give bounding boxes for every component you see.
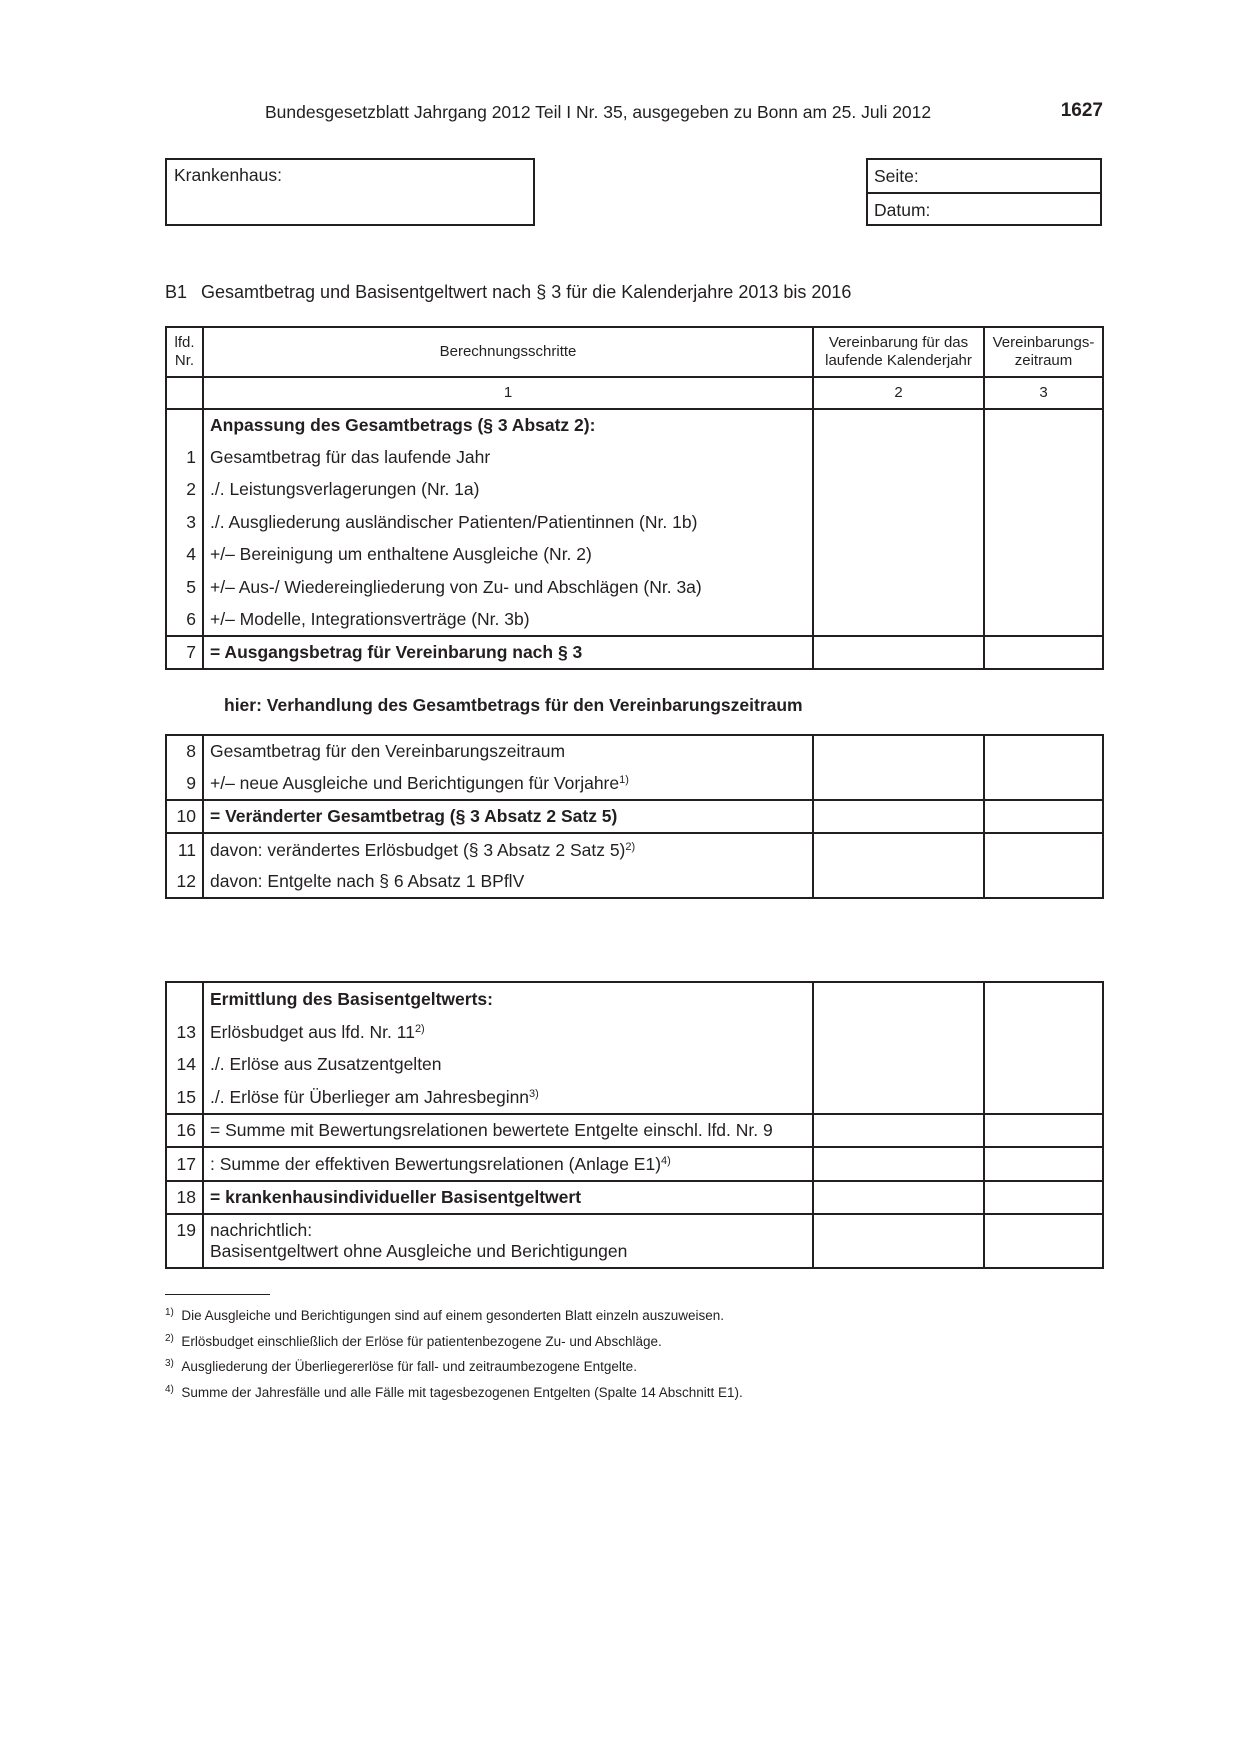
value-cell-col3[interactable] (984, 474, 1103, 507)
value-cell-col2[interactable] (813, 982, 984, 1016)
table-row (166, 1114, 1103, 1147)
row-label: Gesamtbetrag für den Vereinbarungszeitraum (203, 735, 813, 767)
table-row (166, 539, 1103, 572)
row-label (203, 833, 813, 866)
row-label-text: davon: verändertes Erlösbudget (§ 3 Absatz 2 Satz 5) (210, 839, 626, 860)
row-label: +/– Modelle, Integrationsverträge (Nr. 3b) (203, 604, 813, 637)
table-row (166, 636, 1103, 669)
row-number: 4 (166, 539, 203, 572)
subheading: hier: Verhandlung des Gesamtbetrags für den Vereinbarungszeitraum (224, 695, 803, 715)
table-row (166, 441, 1103, 474)
value-cell-col2[interactable] (813, 539, 984, 572)
value-cell-col3[interactable] (984, 1081, 1103, 1114)
col-number-3: 3 (984, 377, 1103, 409)
table-row (166, 735, 1103, 767)
value-cell-col3[interactable] (984, 767, 1103, 800)
row-label: ./. Leistungsverlagerungen (Nr. 1a) (203, 474, 813, 507)
table-row (166, 833, 1103, 866)
value-cell-col3[interactable] (984, 735, 1103, 767)
row-number (166, 409, 203, 441)
footnote-ref: 2) (625, 840, 636, 853)
value-cell-col2[interactable] (813, 441, 984, 474)
section-code: B1 (165, 282, 188, 302)
table-row (166, 1048, 1103, 1081)
date-field[interactable] (868, 194, 1100, 226)
footnote-mark: 2) (165, 1332, 174, 1344)
value-cell-col2[interactable] (813, 636, 984, 669)
row-number: 7 (166, 636, 203, 669)
value-cell-col3[interactable] (984, 866, 1103, 898)
footnote-mark: 3) (165, 1358, 174, 1369)
footnote (165, 1300, 743, 1326)
row-number: 2 (166, 474, 203, 507)
value-cell-col2[interactable] (813, 506, 984, 539)
table-row (166, 571, 1103, 604)
footnote-ref: 4) (661, 1154, 671, 1167)
table-row (166, 1147, 1103, 1181)
row-label: +/– Bereinigung um enthaltene Ausgleiche (Nr. 2) (203, 539, 813, 572)
table-header-row (166, 327, 1103, 377)
value-cell-col2[interactable] (813, 571, 984, 604)
table-heading: Anpassung des Gesamtbetrags (§ 3 Absatz 2): (203, 409, 813, 441)
row-label: = krankenhausindividueller Basisentgeltwert (203, 1181, 813, 1214)
value-cell-col3[interactable] (984, 1214, 1103, 1268)
table-negotiation (165, 734, 1104, 899)
footnote-ref: 1) (619, 773, 629, 786)
table-adjustment (165, 326, 1104, 670)
footnote (165, 1326, 743, 1352)
row-label (203, 1214, 813, 1268)
row-number: 19 (166, 1214, 203, 1268)
table-row (166, 866, 1103, 898)
value-cell-col2[interactable] (813, 474, 984, 507)
value-cell-col3[interactable] (984, 800, 1103, 833)
value-cell-col2[interactable] (813, 767, 984, 800)
section-title-text: Gesamtbetrag und Basisentgeltwert nach § 3 für die Kalenderjahre 2013 bis 2016 (201, 282, 852, 302)
footnote (165, 1377, 743, 1403)
value-cell-col3[interactable] (984, 1147, 1103, 1181)
value-cell-col2[interactable] (813, 1114, 984, 1147)
row-number: 14 (166, 1048, 203, 1081)
footnotes (165, 1300, 743, 1402)
table-heading: Ermittlung des Basisentgeltwerts: (203, 982, 813, 1016)
row-number: 1 (166, 441, 203, 474)
value-cell-col2[interactable] (813, 1048, 984, 1081)
value-cell-col2[interactable] (813, 866, 984, 898)
row-label: = Ausgangsbetrag für Vereinbarung nach § 3 (203, 636, 813, 669)
row-label: = Summe mit Bewertungsrelationen bewertete Entgelte einschl. lfd. Nr. 9 (203, 1114, 813, 1147)
col-number-2: 2 (813, 377, 984, 409)
row-label: = Veränderter Gesamtbetrag (§ 3 Absatz 2 Satz 5) (203, 800, 813, 833)
value-cell-col2[interactable] (813, 800, 984, 833)
row-number: 10 (166, 800, 203, 833)
value-cell-col3[interactable] (984, 571, 1103, 604)
section-title (165, 282, 851, 303)
table-row (166, 604, 1103, 637)
table-row (166, 1181, 1103, 1214)
page-date-box (866, 158, 1102, 226)
table-row (166, 1214, 1103, 1268)
page-number: 1627 (1060, 100, 1103, 121)
row-number: 12 (166, 866, 203, 898)
row-label-text: Erlösbudget aus lfd. Nr. 11 (210, 1021, 415, 1042)
footnote-text: Erlösbudget einschließlich der Erlöse für patientenbezogene Zu- und Abschläge. (181, 1333, 662, 1349)
row-label-text: +/– neue Ausgleiche und Berichtigungen für Vorjahre (210, 772, 620, 793)
value-cell-col3[interactable] (984, 1114, 1103, 1147)
value-cell-col2[interactable] (813, 833, 984, 866)
row-label-text: ./. Erlöse für Überlieger am Jahresbeginn (210, 1086, 530, 1107)
row-label-line2: Basisentgeltwert ohne Ausgleiche und Berichtigungen (210, 1241, 628, 1261)
value-cell-col2[interactable] (813, 1081, 984, 1114)
row-number: 15 (166, 1081, 203, 1114)
hospital-field[interactable] (165, 158, 535, 226)
value-cell-col3[interactable] (984, 441, 1103, 474)
row-label: +/– Aus-/ Wiedereingliederung von Zu- und Abschlägen (Nr. 3a) (203, 571, 813, 604)
value-cell-col2[interactable] (813, 604, 984, 637)
page-label: Seite: (874, 166, 919, 186)
row-label-line1: nachrichtlich: (210, 1220, 313, 1240)
col-number-1: 1 (203, 377, 813, 409)
table-row (166, 474, 1103, 507)
value-cell-col3[interactable] (984, 409, 1103, 441)
col-header-current-year: Vereinbarung für das laufende Kalenderjahr (813, 327, 984, 377)
value-cell-col2[interactable] (813, 1181, 984, 1214)
footnote-rule (165, 1294, 270, 1295)
value-cell-col3[interactable] (984, 604, 1103, 637)
row-label (203, 1147, 813, 1181)
value-cell-col3[interactable] (984, 1048, 1103, 1081)
table-row (166, 767, 1103, 800)
value-cell-col2[interactable] (813, 1147, 984, 1181)
row-label (203, 1081, 813, 1114)
row-number: 16 (166, 1114, 203, 1147)
table-row (166, 800, 1103, 833)
col-header-lfd-nr: lfd. Nr. (166, 327, 203, 377)
table-base-rate (165, 981, 1104, 1269)
row-number: 9 (166, 767, 203, 800)
value-cell-col2[interactable] (813, 1016, 984, 1048)
column-number-row (166, 377, 1103, 409)
value-cell-col2[interactable] (813, 409, 984, 441)
hospital-label: Krankenhaus: (174, 165, 282, 185)
row-label: davon: Entgelte nach § 6 Absatz 1 BPflV (203, 866, 813, 898)
value-cell-col3[interactable] (984, 539, 1103, 572)
footnote-mark: 4) (165, 1383, 174, 1395)
row-number: 6 (166, 604, 203, 637)
footnote (165, 1351, 743, 1377)
footnote-ref: 3) (529, 1087, 539, 1100)
value-cell-col3[interactable] (984, 982, 1103, 1016)
row-number (166, 982, 203, 1016)
table-heading-row (166, 982, 1103, 1016)
value-cell-col3[interactable] (984, 506, 1103, 539)
col-header-steps: Berechnungsschritte (203, 327, 813, 377)
footnote-ref: 2) (414, 1022, 425, 1035)
page-field[interactable] (868, 160, 1100, 194)
row-number: 5 (166, 571, 203, 604)
row-label: ./. Ausgliederung ausländischer Patienten/Patientinnen (Nr. 1b) (203, 506, 813, 539)
footnote-text: Die Ausgleiche und Berichtigungen sind auf einem gesonderten Blatt einzeln auszuweisen. (181, 1308, 725, 1323)
date-label: Datum: (874, 200, 931, 220)
value-cell-col3[interactable] (984, 1181, 1103, 1214)
table-row (166, 1016, 1103, 1048)
col-number-empty (166, 377, 203, 409)
row-label: Gesamtbetrag für das laufende Jahr (203, 441, 813, 474)
footnote-text: Ausgliederung der Überliegererlöse für fall- und zeitraumbezogene Entgelte. (181, 1359, 637, 1374)
table-row (166, 1081, 1103, 1114)
value-cell-col2[interactable] (813, 1214, 984, 1268)
row-number: 18 (166, 1181, 203, 1214)
value-cell-col2[interactable] (813, 735, 984, 767)
row-number: 3 (166, 506, 203, 539)
col-header-period: Vereinbarungs- zeitraum (984, 327, 1103, 377)
row-label: ./. Erlöse aus Zusatzentgelten (203, 1048, 813, 1081)
value-cell-col3[interactable] (984, 636, 1103, 669)
row-number: 11 (166, 833, 203, 866)
value-cell-col3[interactable] (984, 1016, 1103, 1048)
row-number: 17 (166, 1147, 203, 1181)
running-head: Bundesgesetzblatt Jahrgang 2012 Teil I Nr. 35, ausgegeben zu Bonn am 25. Juli 2012 (265, 102, 932, 122)
footnote-text: Summe der Jahresfälle und alle Fälle mit tagesbezogenen Entgelten (Spalte 14 Abschnitt E1). (181, 1384, 743, 1400)
table-row (166, 506, 1103, 539)
row-label (203, 1016, 813, 1048)
table-heading-row (166, 409, 1103, 441)
value-cell-col3[interactable] (984, 833, 1103, 866)
row-number: 13 (166, 1016, 203, 1048)
row-label (203, 767, 813, 800)
row-label-text: : Summe der effektiven Bewertungsrelationen (Anlage E1) (210, 1153, 662, 1174)
row-number: 8 (166, 735, 203, 767)
footnote-mark: 1) (165, 1307, 174, 1318)
